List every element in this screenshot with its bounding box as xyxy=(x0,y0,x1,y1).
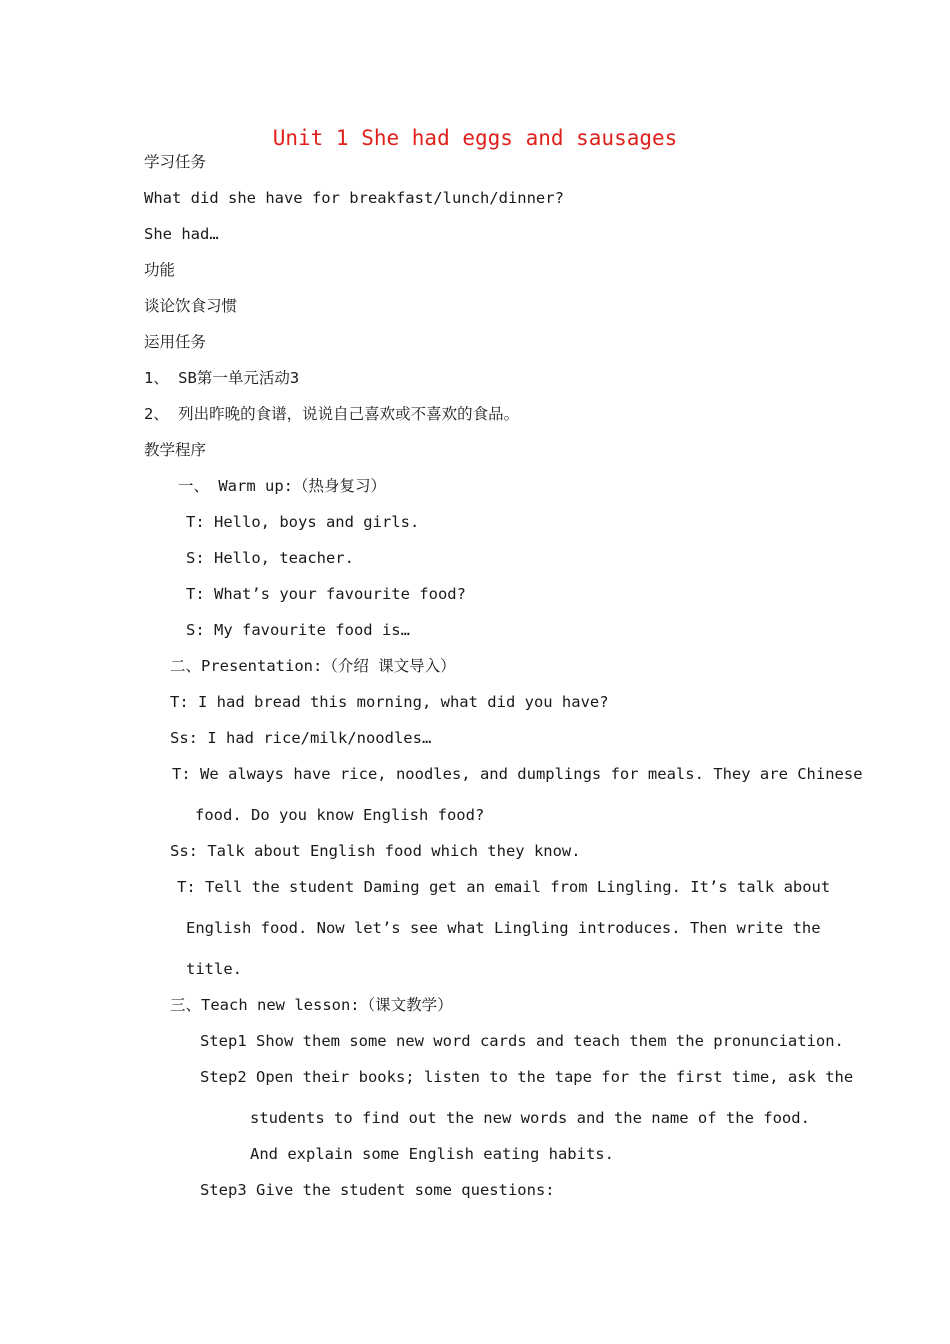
heading-learning-tasks: 学习任务 xyxy=(144,153,207,171)
dialogue-line: S: My favourite food is… xyxy=(186,621,410,639)
section-heading: 一、 Warm up:（热身复习） xyxy=(178,477,386,495)
list-item: 1、 SB第一单元活动3 xyxy=(144,369,300,387)
dialogue-line-continued: title. xyxy=(186,960,242,978)
dialogue-line-continued: food. Do you know English food? xyxy=(195,806,485,824)
section-heading: 三、Teach new lesson:（课文教学） xyxy=(170,996,453,1014)
dialogue-line: T: We always have rice, noodles, and dumplings for meals. They are Chinese xyxy=(172,765,863,783)
step-line-continued: And explain some English eating habits. xyxy=(250,1145,614,1163)
dialogue-line: T: Hello, boys and girls. xyxy=(186,513,420,531)
heading-function: 功能 xyxy=(144,261,176,279)
text-line: She had… xyxy=(144,225,219,243)
step-line: Step2 Open their books; listen to the tape for the first time, ask the xyxy=(200,1068,854,1086)
list-item: 2、 列出昨晚的食谱，说说自己喜欢或不喜欢的食品。 xyxy=(144,405,520,423)
document-title: Unit 1 She had eggs and sausages xyxy=(272,126,678,150)
text-line: 谈论饮食习惯 xyxy=(144,297,238,315)
heading-procedure: 教学程序 xyxy=(144,441,207,459)
dialogue-line: T: What’s your favourite food? xyxy=(186,585,466,603)
dialogue-line: T: Tell the student Daming get an email from Lingling. It’s talk about xyxy=(177,878,831,896)
step-line-continued: students to find out the new words and the name of the food. xyxy=(250,1109,810,1127)
text-line: What did she have for breakfast/lunch/dinner? xyxy=(144,189,564,207)
section-heading: 二、Presentation:（介绍 课文导入） xyxy=(170,657,456,675)
heading-applied-tasks: 运用任务 xyxy=(144,333,207,351)
step-line: Step3 Give the student some questions: xyxy=(200,1181,555,1199)
dialogue-line-continued: English food. Now let’s see what Lingling introduces. Then write the xyxy=(186,919,821,937)
dialogue-line: Ss: Talk about English food which they know. xyxy=(170,842,581,860)
dialogue-line: S: Hello, teacher. xyxy=(186,549,354,567)
dialogue-line: Ss: I had rice/milk/noodles… xyxy=(170,729,432,747)
dialogue-line: T: I had bread this morning, what did you have? xyxy=(170,693,609,711)
step-line: Step1 Show them some new word cards and teach them the pronunciation. xyxy=(200,1032,844,1050)
